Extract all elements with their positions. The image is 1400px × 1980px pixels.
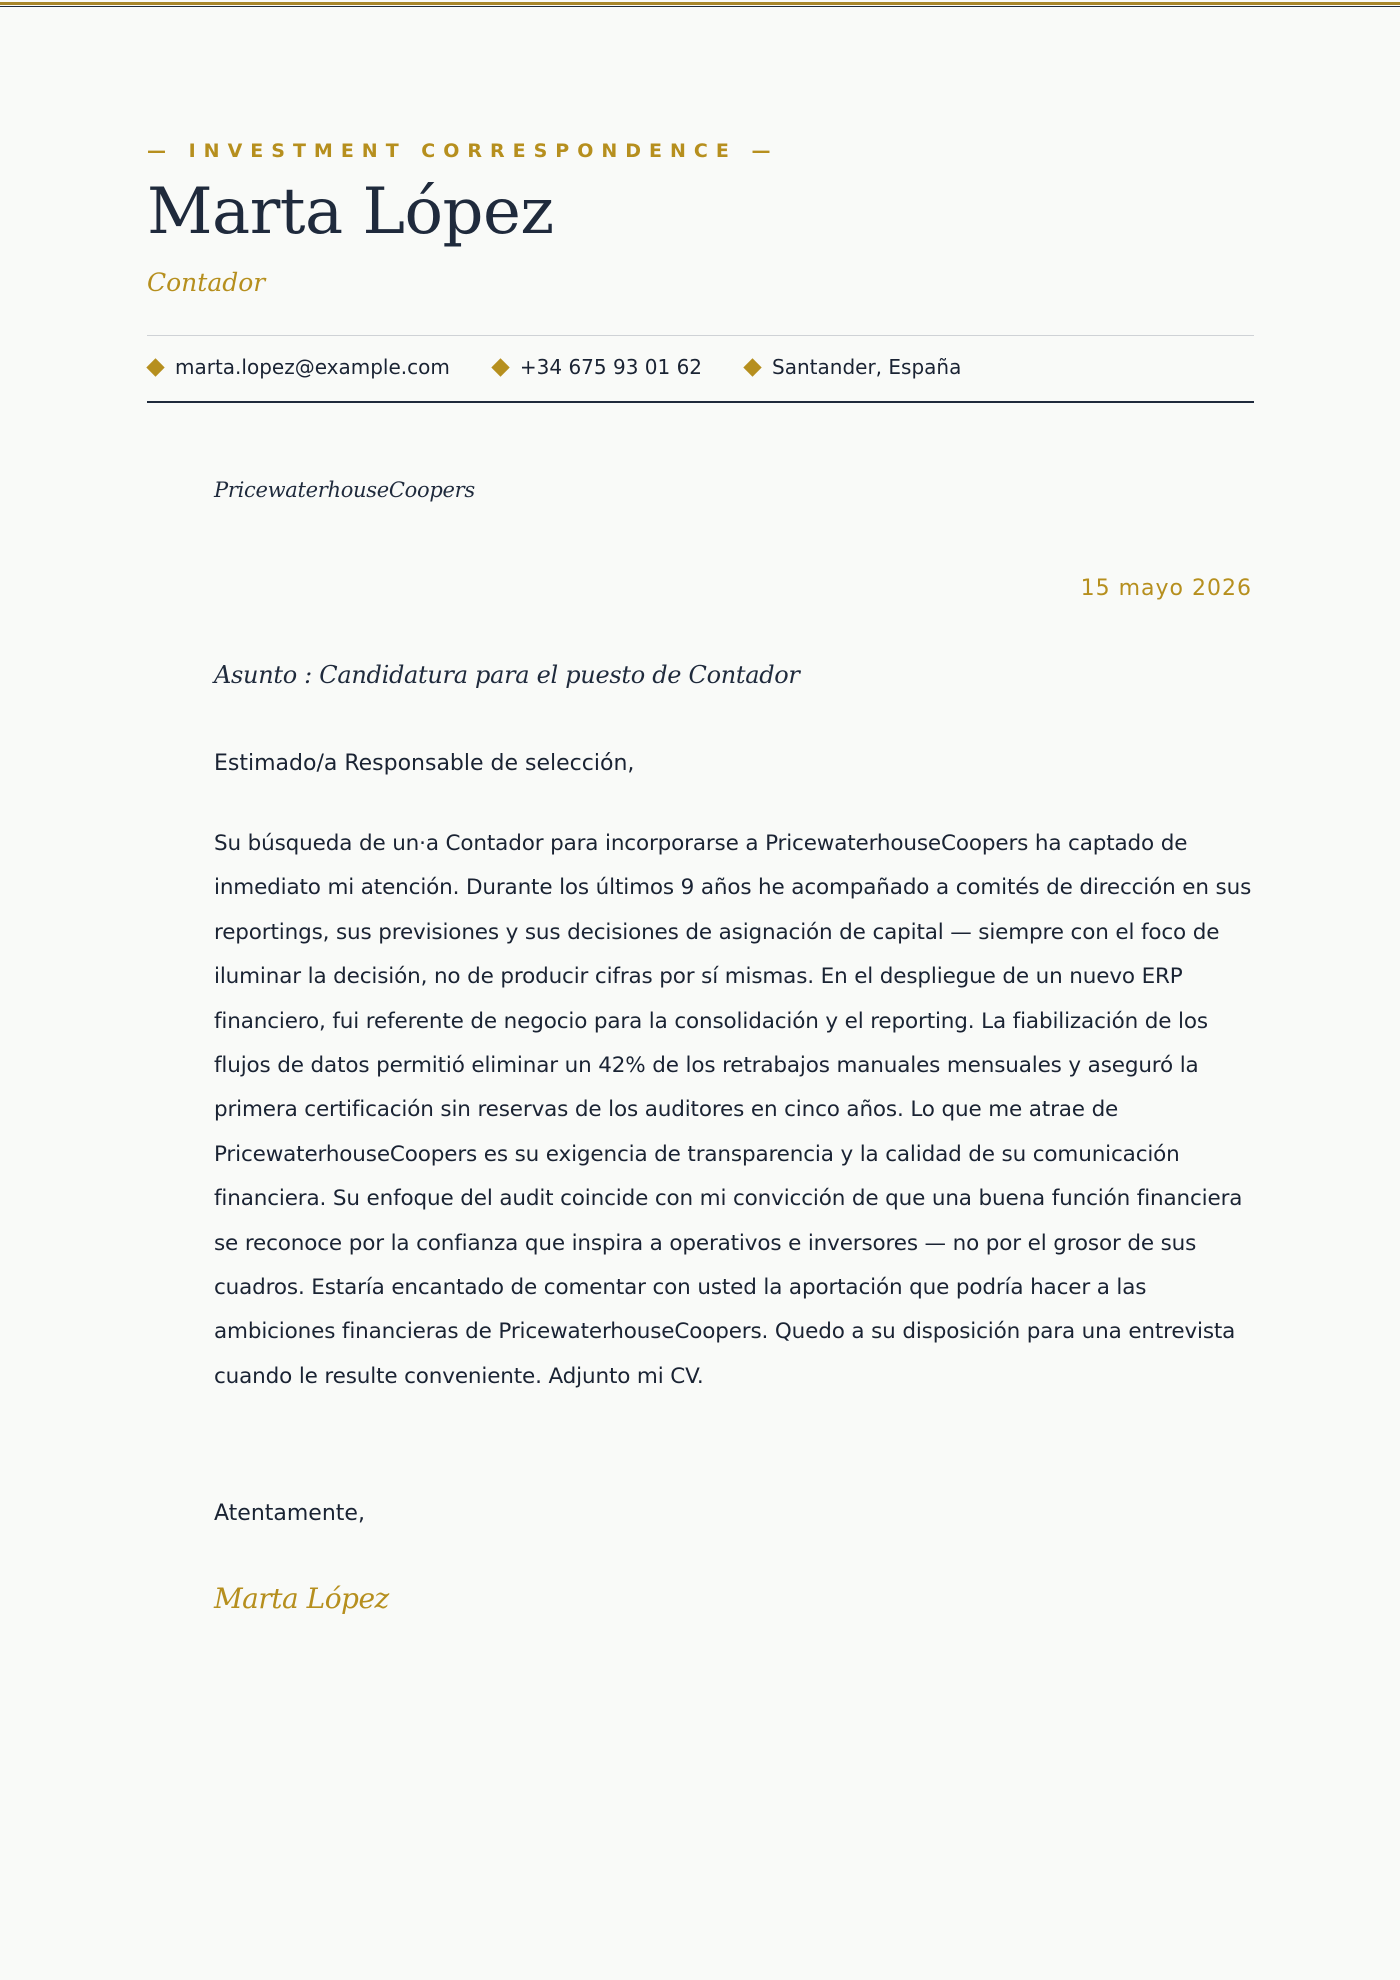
header-divider	[147, 335, 1254, 336]
phone-text[interactable]: +34 675 93 01 62	[519, 355, 703, 379]
contact-location	[744, 355, 961, 379]
contact-bar	[147, 352, 1254, 382]
sender-role: Contador	[147, 268, 266, 297]
diamond-bullet-icon	[146, 358, 164, 376]
salutation: Estimado/a Responsable de selección,	[214, 751, 635, 776]
closing: Atentamente,	[214, 1501, 365, 1526]
letter-date: 15 mayo 2026	[1080, 576, 1252, 601]
location-text: Santander, España	[772, 355, 962, 379]
top-border	[0, 0, 1400, 8]
signature: Marta López	[214, 1582, 389, 1615]
letterhead	[147, 140, 1254, 295]
top-border-dark-line	[0, 6, 1400, 7]
letter-body: Su búsqueda de un·a Contador para incorporarse a PricewaterhouseCoopers ha captado de inmediato mi atención. Durante los últimos 9 años he acompañado a comités de dirección en sus reportings, sus previsiones y sus decisiones de asignación de capital — siempre con el foco de iluminar la decisión, no de producir cifras por sí mismas. En el despliegue de un nuevo ERP financiero, fui referente de negocio para la consolidación y el reporting. La fiabilización de los flujos de datos permitió eliminar un 42% de los retrabajos manuales mensuales y aseguró la primera certificación sin reservas de los auditores en cinco años. Lo que me atrae de PricewaterhouseCoopers es su exigencia de transparencia y la calidad de su comunicación financiera. Su enfoque del audit coincide con mi convicción de que una buena función financiera se reconoce por la confianza que inspira a operativos e inversores — no por el grosor de sus cuadros. Estaría encantado de comentar con usted la aportación que podría hacer a las ambiciones financieras de PricewaterhouseCoopers. Quedo a su disposición para una entrevista cuando le resulte conveniente. Adjunto mi CV.	[214, 831, 1252, 1389]
top-border-gold-line	[0, 2, 1400, 5]
diamond-bullet-icon	[743, 358, 761, 376]
recipient-company: PricewaterhouseCoopers	[214, 478, 475, 502]
sender-name: Marta López	[147, 175, 554, 249]
contact-phone[interactable]	[492, 355, 702, 379]
email-text[interactable]: marta.lopez@example.com	[175, 355, 450, 379]
contact-divider	[147, 401, 1254, 403]
letter-subject: Asunto : Candidatura para el puesto de Contador	[214, 661, 800, 689]
diamond-bullet-icon	[491, 358, 509, 376]
eyebrow-label: — INVESTMENT CORRESPONDENCE —	[147, 140, 779, 162]
contact-email[interactable]	[147, 355, 450, 379]
